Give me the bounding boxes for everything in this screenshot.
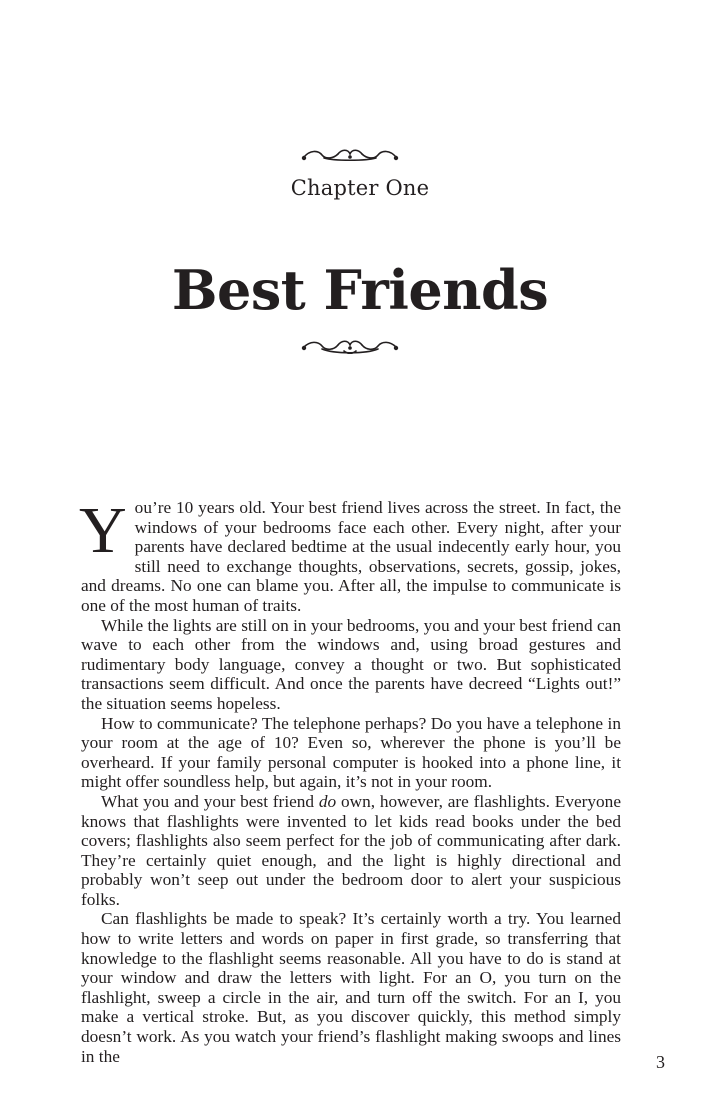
chapter-body (79, 494, 621, 1066)
drop-cap: Y (79, 494, 127, 567)
paragraph: Can flashlights be made to speak? It’s certainly worth a try. You learned how to write letters and words on paper in first grade, so transferring that knowledge to the flashlight seems reasonable. All you have to do is stand at your window and draw the letters with light. For an O, you turn on the flashlight, sweep a circle in the air, and turn off the switch. For an I, you make a vertical stroke. But, as you discover quickly, this method simply doesn’t work. As you watch your friend’s flashlight making swoops and lines in the (81, 909, 621, 1066)
paragraph (79, 494, 621, 616)
paragraph-text: What you and your best friend (101, 791, 319, 811)
paragraph: While the lights are still on in your bedrooms, you and your best friend can wave to each other from the windows and, using broad gestures and rudimentary body language, convey a thought or two. But sophisticated transactions seem difficult. And once the parents have decreed “Lights out!” the situation seems hopeless. (81, 615, 621, 713)
paragraph: How to communicate? The telephone perhaps? Do you have a telephone in your room at the age of 10? Even so, wherever the phone is you’ll be overheard. If your family personal computer is hooked into a phone line, it might offer soundless help, but again, it’s not in your room. (81, 713, 621, 792)
decorative-flourish-icon (300, 146, 400, 164)
chapter-label: Chapter One (290, 176, 430, 200)
paragraph-text: ou’re 10 years old. Your best friend lives across the street. In fact, the windows of your bedrooms face each other. Every night, after your parents have declared bedtime at the usual indecently early hour, you still need to exchange thoughts, observations, secrets, gossip, jokes, and dreams. No one can blame you. After all, the impulse to communicate is one of the most human of traits. (81, 498, 621, 615)
paragraph (81, 792, 621, 910)
chapter-title: Best Friends (171, 258, 549, 322)
decorative-flourish-icon (300, 338, 400, 356)
paragraph-text: own, however, are flashlights. Everyone knows that flashlights were invented to let kids read books under the bed covers; flashlights also seem perfect for the job of communicating after dark. They’re certainly quiet enough, and the light is highly directional and probably won’t seep out under the bedroom door to alert your suspicious folks. (81, 791, 621, 909)
page-number: 3 (656, 1052, 665, 1072)
emphasis-text: do (318, 791, 337, 811)
